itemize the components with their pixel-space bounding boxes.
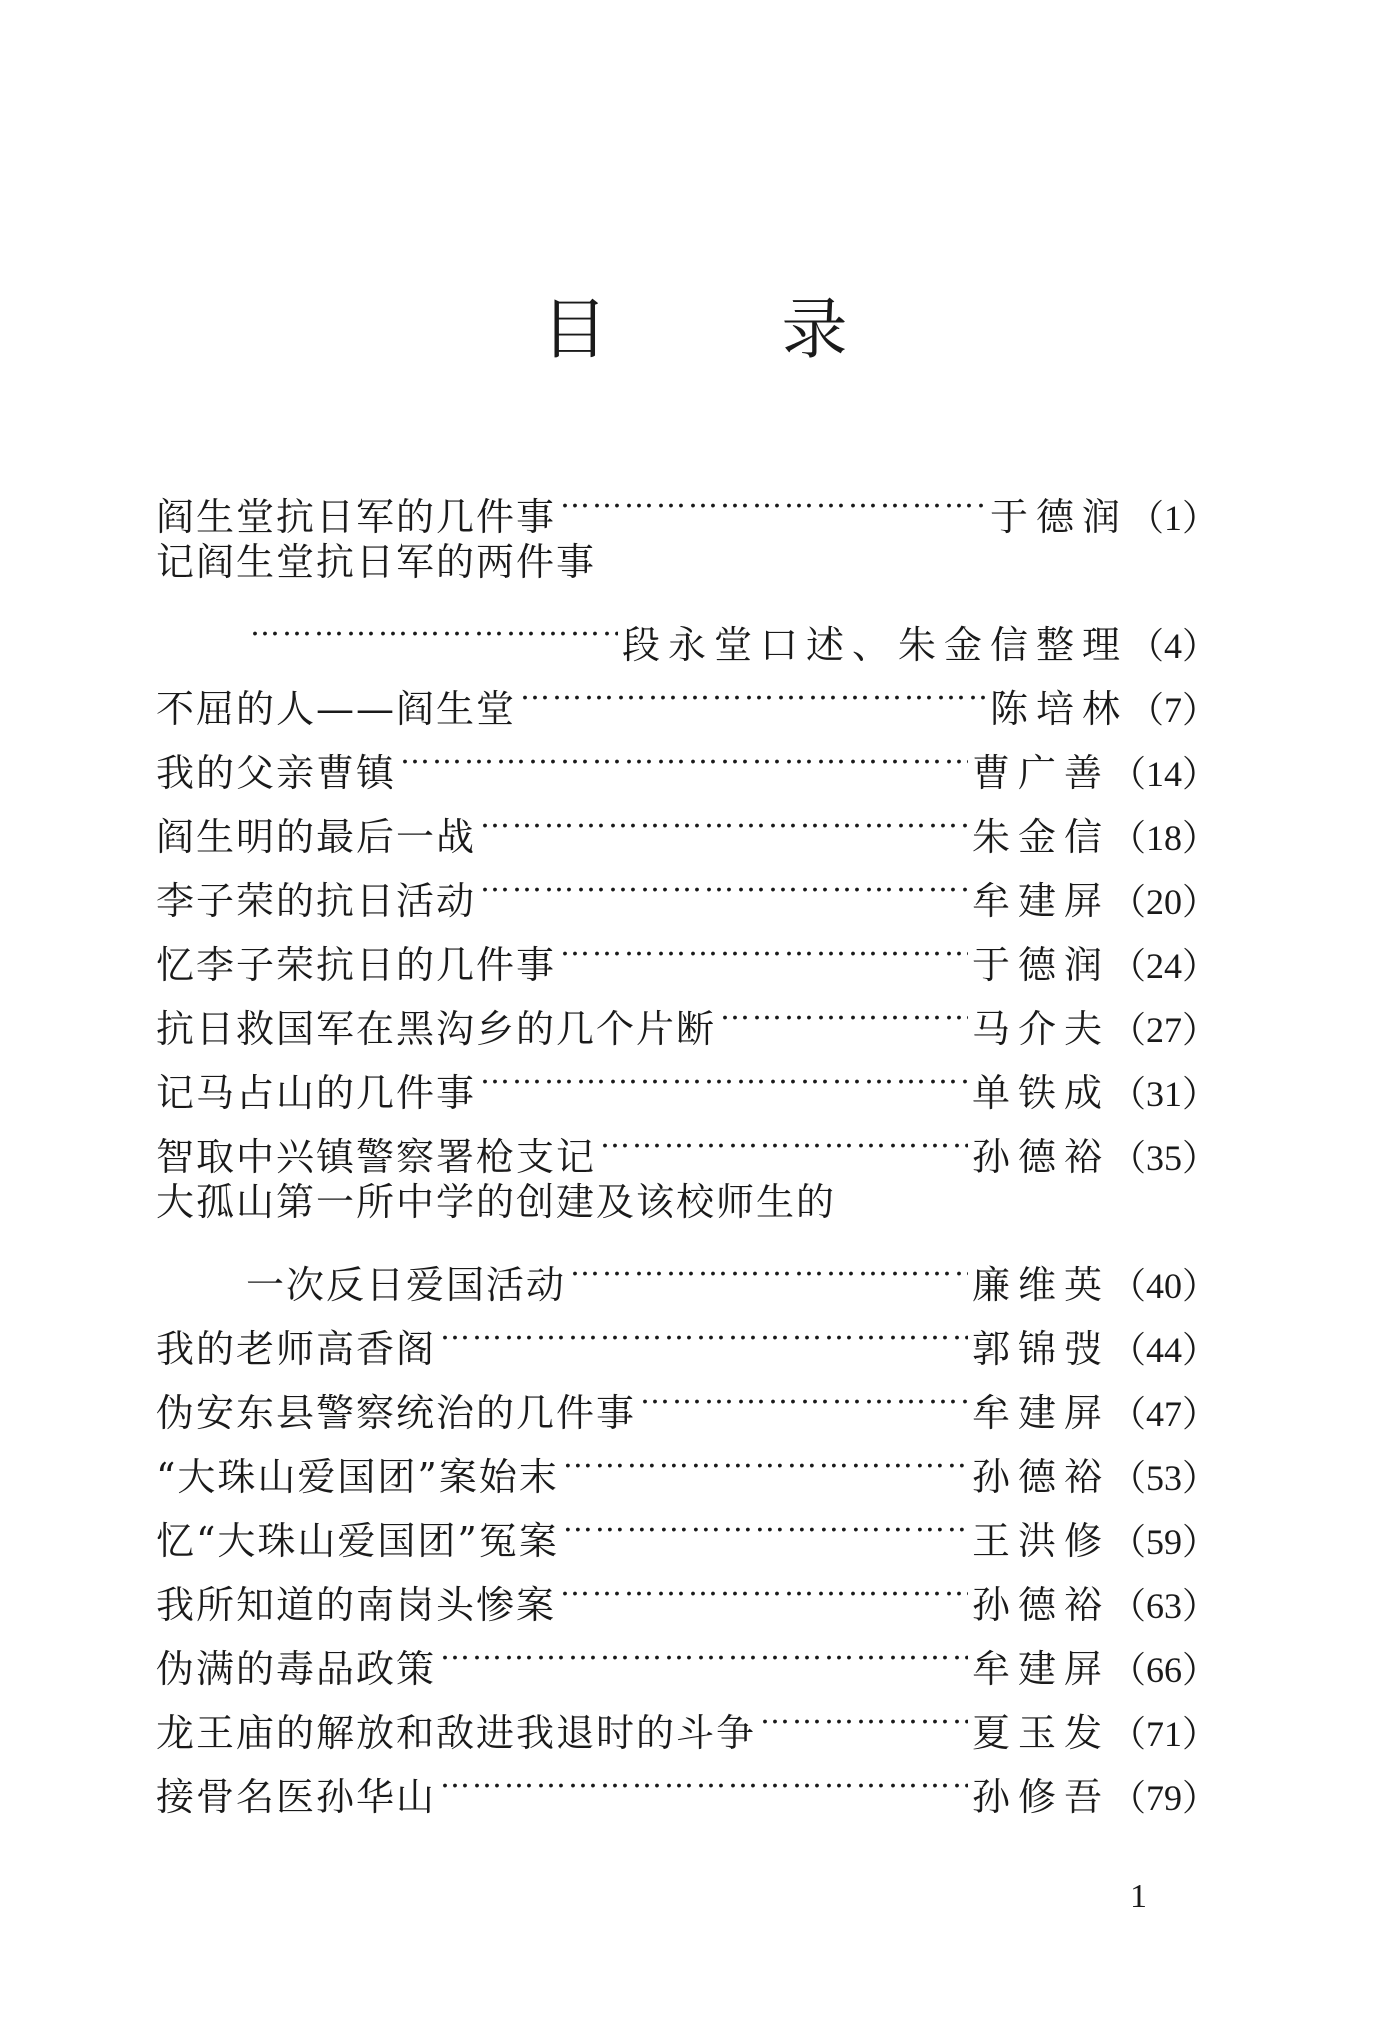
toc-entry-title: 伪满的毒品政策 [156, 1647, 437, 1691]
toc-entry-page: （44） [1109, 1330, 1218, 1370]
toc-entry-title-continued: 一次反日爱国活动 [246, 1263, 567, 1307]
leader-dots [570, 1234, 968, 1298]
toc-entry-author: 曹广善 [971, 751, 1110, 795]
toc-entry-title: 李子荣的抗日活动 [156, 879, 477, 923]
leader-dots [400, 722, 968, 786]
toc-entry-author: 夏玉发 [971, 1711, 1110, 1755]
toc-entry-title: 智取中兴镇警察署枪支记 [156, 1135, 597, 1179]
toc-entry-author: 单铁成 [971, 1071, 1110, 1115]
page-title-char-1: 目 [541, 291, 612, 368]
leader-dots [440, 1298, 968, 1362]
toc-entry-page: （63） [1109, 1586, 1218, 1626]
toc-entry-page: （4） [1127, 626, 1218, 666]
toc-entry-page: （18） [1109, 818, 1218, 858]
leader-dots [563, 1490, 968, 1554]
leader-dots [440, 1618, 968, 1682]
leader-dots [563, 1426, 968, 1490]
toc-entry-title: 我所知道的南岗头惨案 [156, 1583, 557, 1627]
toc-entry-author: 于德润 [989, 495, 1128, 539]
toc-entry-title: 不屈的人——阎生堂 [156, 687, 517, 731]
toc-entry-page: （59） [1109, 1522, 1218, 1562]
toc-entry-page: （35） [1109, 1138, 1218, 1178]
toc-entry[interactable] [156, 466, 1218, 539]
leader-dots [480, 1042, 968, 1106]
toc-entry-title: 抗日救国军在黑沟乡的几个片断 [156, 1007, 717, 1051]
toc-entry-title: 记马占山的几件事 [156, 1071, 477, 1115]
leader-dots [720, 978, 968, 1042]
toc-entry-page: （31） [1109, 1074, 1218, 1114]
toc-entry-title: 伪安东县警察统治的几件事 [156, 1391, 637, 1435]
toc-entry-page: （40） [1109, 1266, 1218, 1306]
toc-entry-page: （24） [1109, 946, 1218, 986]
table-of-contents [156, 466, 1218, 1819]
leader-dots [560, 466, 986, 530]
page-number: 1 [1130, 1878, 1147, 1915]
toc-entry-line2[interactable] [156, 594, 1218, 667]
leader-dots [480, 850, 968, 914]
toc-entry-author: 朱金信 [971, 815, 1110, 859]
toc-entry-title: 阎生堂抗日军的几件事 [156, 495, 557, 539]
toc-entry-page: （71） [1109, 1714, 1218, 1754]
toc-entry-title: 记阎生堂抗日军的两件事 [156, 540, 597, 584]
toc-entry-author: 孙德裕 [971, 1135, 1110, 1179]
toc-entry-page: （47） [1109, 1394, 1218, 1434]
toc-entry-title: 接骨名医孙华山 [156, 1775, 437, 1819]
toc-entry-author: 陈培林 [989, 687, 1128, 731]
toc-entry-page: （20） [1109, 882, 1218, 922]
toc-entry-title: 我的父亲曹镇 [156, 751, 397, 795]
toc-entry-title: “大珠山爱国团”案始末 [156, 1455, 559, 1499]
toc-entry-page: （14） [1109, 754, 1218, 794]
leader-dots [600, 1106, 968, 1170]
toc-entry-page: （53） [1109, 1458, 1218, 1498]
toc-entry-page: （79） [1109, 1778, 1218, 1818]
leader-dots [480, 786, 968, 850]
toc-entry-title: 大孤山第一所中学的创建及该校师生的 [156, 1180, 837, 1224]
toc-entry-author: 孙德裕 [971, 1583, 1110, 1627]
page-title [0, 290, 1393, 370]
toc-entry-author: 王洪修 [971, 1519, 1110, 1563]
toc-entry-author: 牟建屏 [971, 879, 1110, 923]
toc-entry-title: 忆李子荣抗日的几件事 [156, 943, 557, 987]
leader-dots [520, 658, 986, 722]
toc-entry-title: 阎生明的最后一战 [156, 815, 477, 859]
leader-dots [560, 1554, 968, 1618]
leader-dots [440, 1746, 968, 1810]
leader-dots [250, 594, 618, 658]
toc-entry-author: 郭锦弢 [971, 1327, 1110, 1371]
toc-entry-page: （7） [1127, 690, 1218, 730]
toc-entry-author: 廉维英 [971, 1263, 1110, 1307]
toc-entry-title: 忆“大珠山爱国团”冤案 [156, 1519, 559, 1563]
toc-entry-line2[interactable] [156, 1234, 1218, 1307]
toc-entry-page: （66） [1109, 1650, 1218, 1690]
toc-entry-author: 于德润 [971, 943, 1110, 987]
toc-entry-author: 孙德裕 [971, 1455, 1110, 1499]
page-title-char-2: 录 [781, 291, 852, 368]
toc-entry-author: 牟建屏 [971, 1647, 1110, 1691]
toc-entry-author: 孙修吾 [971, 1775, 1110, 1819]
leader-dots [760, 1682, 968, 1746]
toc-entry-author: 段永堂口述、朱金信整理 [621, 623, 1128, 667]
toc-entry-author: 牟建屏 [971, 1391, 1110, 1435]
leader-dots [560, 914, 968, 978]
leader-dots [640, 1362, 968, 1426]
toc-entry-title: 我的老师高香阁 [156, 1327, 437, 1371]
toc-entry-page: （1） [1127, 498, 1218, 538]
toc-entry-page: （27） [1109, 1010, 1218, 1050]
toc-entry-author: 马介夫 [971, 1007, 1110, 1051]
toc-entry-title: 龙王庙的解放和敌进我退时的斗争 [156, 1711, 757, 1755]
